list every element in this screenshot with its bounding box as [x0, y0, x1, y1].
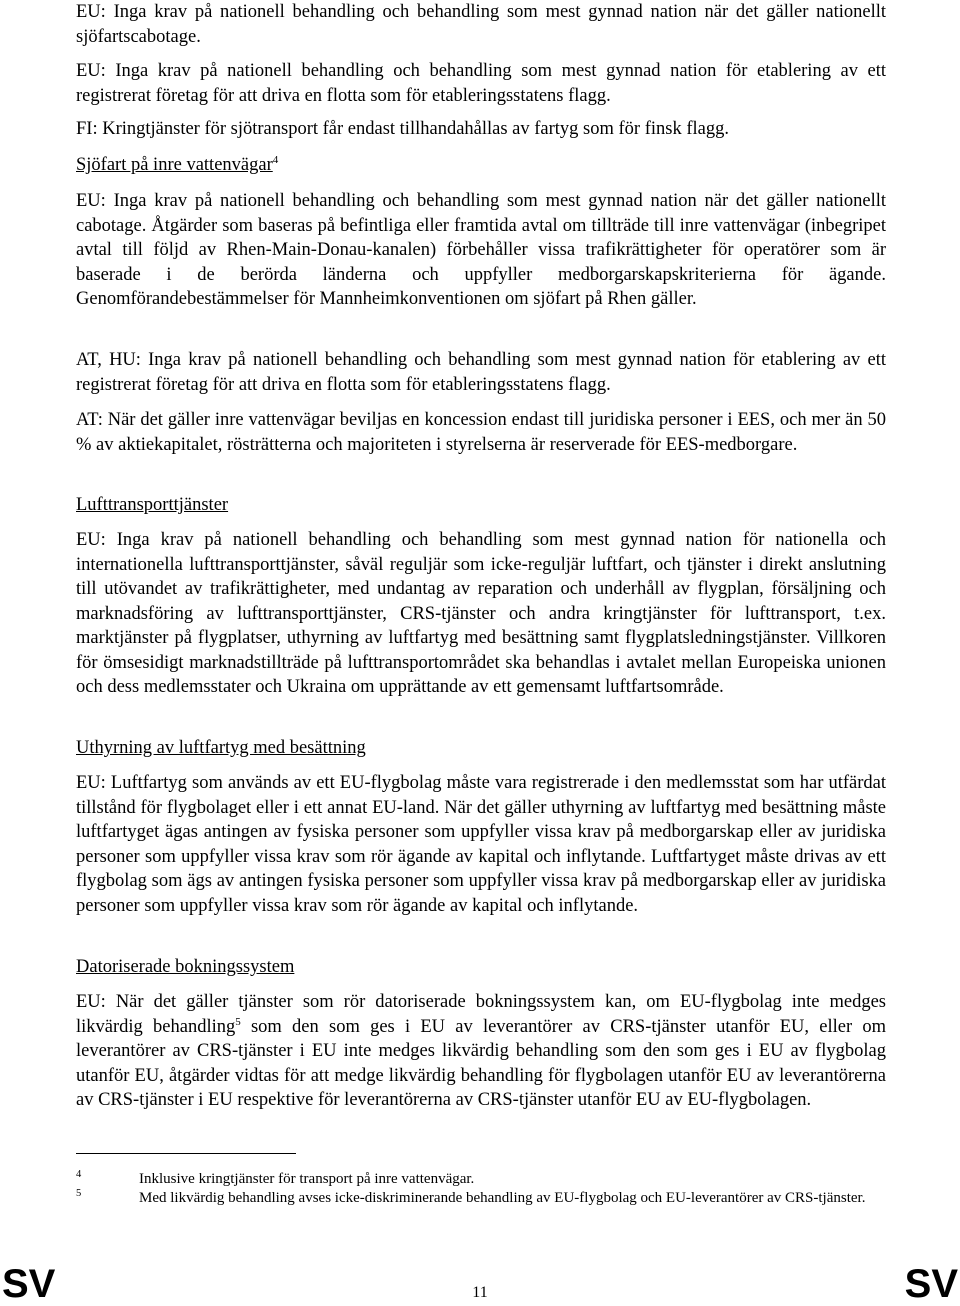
paragraph-crs [76, 990, 886, 1113]
paragraph-cabotage-maritime: EU: Inga krav på nationell behandling och behandling som mest gynnad nation när det gäller nationellt sjöfartscabotage. [76, 2, 886, 47]
heading-air-transport: Lufttransporttjänster [76, 495, 229, 515]
footnote-ref-4: 4 [272, 153, 279, 166]
heading-inland-waterways [76, 153, 886, 178]
paragraph-at-concession: AT: När det gäller inre vattenvägar beviljas en koncession endast till juridiska personer i EES, och mer än 50 % av aktiekapitalet, rösträtterna och majoriteten i styrelserna är reserverade för EES-medborgare. [76, 410, 886, 455]
paragraph-crs-part1: EU: När det gäller tjänster som rör datoriserade bokningssystem kan, om EU-flygbolag inte medges likvärdig behandling [76, 992, 886, 1037]
footnote-text: Med likvärdig behandling avses icke-diskriminerande behandling av EU-flygbolag och EU-leverantörer av CRS-tjänster. [139, 1190, 866, 1206]
language-code-right: SV [904, 1262, 958, 1306]
heading-aircraft-leasing: Uthyrning av luftfartyg med besättning [76, 738, 366, 758]
footnote-divider [76, 1153, 296, 1154]
heading-crs: Datoriserade bokningssystem [76, 957, 295, 977]
paragraph-fleet-establishment: EU: Inga krav på nationell behandling och behandling som mest gynnad nation för etablering av ett registrerat företag för att driva en flotta som för etableringsstatens flagg. [76, 61, 886, 106]
paragraph-fi-maritime: FI: Kringtjänster för sjötransport får endast tillhandahållas av fartyg som för finsk flagg. [76, 119, 729, 139]
footnote-text: Inklusive kringtjänster för transport på inre vattenvägar. [139, 1171, 475, 1187]
language-code-left: SV [2, 1262, 56, 1306]
footnote-number: 5 [76, 1188, 82, 1199]
paragraph-air-services: EU: Inga krav på nationell behandling och behandling som mest gynnad nation för nationella och internationella lufttransporttjänster, såväl reguljär som icke-reguljär luftfart, och tjänster i direkt anslutning till utövandet av trafikrättigheter, med undantag av reparation och underhåll av flygplan, försäljning och marknadsföring av lufttransporttjänster, CRS-tjänster och andra kringtjänster för lufttransport, t.ex. marktjänster på flygplatser, uthyrning av luftfartyg med besättning samt flygplatsledningstjänster. Villkoren för ömsesidigt marknadstillträde på lufttransportområdet ska behandlas i avtalet mellan Europeiska unionen och dess medlemsstater och Ukraina om upprättande av ett gemensamt luftfartsområde. [76, 530, 886, 697]
paragraph-at-hu: AT, HU: Inga krav på nationell behandling och behandling som mest gynnad nation för etablering av ett registrerat företag för att driva en flotta som för etableringsstatens flagg. [76, 350, 886, 395]
heading-inland-text: Sjöfart på inre vattenvägar [76, 155, 273, 175]
paragraph-aircraft-leasing: EU: Luftfartyg som används av ett EU-flygbolag måste vara registrerade i den medlemsstat som har utfärdat tillstånd för flygbolaget eller i ett annat EU-land. När det gäller uthyrning av luftfartyg med besättning måste luftfartyget ägas antingen av fysiska personer som uppfyller vissa krav på medborgarskap eller av juridiska personer som uppfyller vissa krav som rör ägande av kapital och inflytande. Luftfartyget måste drivas av ett flygbolag som ägs av antingen fysiska personer som uppfyller vissa krav på medborgarskap eller av juridiska personer som uppfyller vissa krav som rör ägande av kapital och inflytande. [76, 773, 886, 916]
footnote-ref-5: 5 [235, 1015, 241, 1028]
paragraph-inland-cabotage: EU: Inga krav på nationell behandling och behandling som mest gynnad nation när det gäller nationellt cabotage. Åtgärder som baseras på befintliga eller framtida avtal om tillträde till inre vattenvägar (inbegripet avtal till följd av Rhen-Main-Donau-kanalen) förbehåller vissa trafikrättigheter för operatörer som är baserade i de berörda länderna och uppfyller medborgarskapskriterierna för ägande. Genomförandebestämmelser för Mannheimkonventionen om sjöfart på Rhen gäller. [76, 191, 886, 309]
page-number: 11 [472, 1284, 488, 1301]
paragraph-crs-part2: som den som ges i EU av leverantörer av CRS-tjänster utanför EU, eller om leverantörer av CRS-tjänster i EU inte medges likvärdig behandling som den som ges i EU av flygbolag utanför EU, åtgärder vidtas för att medge likvärdig behandling för flygbolagen utanför EU av leverantörerna av CRS-tjänster i EU respektive för leverantörerna av CRS-tjänster utanför EU av EU-flygbolagen. [76, 1016, 886, 1110]
footnote-number: 4 [76, 1169, 82, 1180]
